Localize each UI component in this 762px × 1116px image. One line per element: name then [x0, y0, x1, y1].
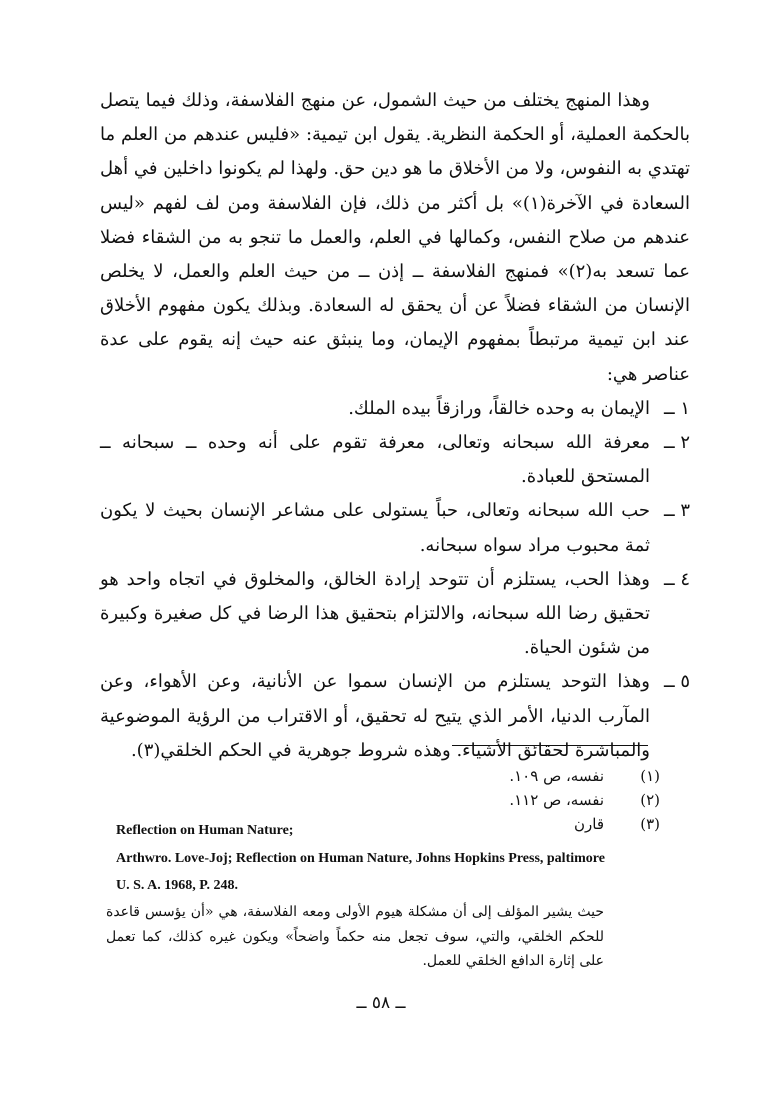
page-number: ــ ٥٨ ــ: [356, 993, 406, 1013]
item-text: معرفة الله سبحانه وتعالى، معرفة تقوم على أنه وحده ــ سبحانه ــ المستحق للعبادة.: [100, 432, 650, 488]
list-item: [100, 665, 690, 768]
footnote-number: (٢): [640, 791, 660, 809]
item-text: وهذا التوحد يستلزم من الإنسان سموا عن الأنانية، وعن الأهواء، وعن المآرب الدنيا، الأمر الذي يتيح له تحقيق، أو الاقتراب من الرؤية الموضوعية والمباشرة لحقائق الأشياء. وهذه شروط جوهرية في الحكم الخلقي(٣).: [100, 671, 650, 761]
footnote: [100, 788, 660, 812]
footnote-separator: [452, 745, 648, 746]
item-number: ١ ــ: [664, 397, 690, 419]
footnote-text: نفسه، ص ١١٢.: [509, 791, 604, 809]
item-text: الإيمان به وحده خالقاً، ورازقاً بيده الملك.: [348, 397, 650, 419]
elements-list: [100, 392, 690, 768]
main-text: [100, 84, 690, 768]
item-text: حب الله سبحانه وتعالى، حباً يستولى على مشاعر الإنسان بحيث لا يكون ثمة محبوب مراد سواه سبحانه.: [100, 500, 650, 556]
item-number: ٤ ــ: [664, 568, 690, 590]
intro-paragraph: وهذا المنهج يختلف من حيث الشمول، عن منهج الفلاسفة، وذلك فيما يتصل بالحكمة العملية، أو الحكمة النظرية. يقول ابن تيمية: «فليس عندهم من العلم ما تهتدي به النفوس، ولا من الأخلاق ما هو دين حق. ولهذا لم يكونوا داخلين في أهل السعادة في الآخرة(١)» بل أكثر من ذلك، فإن الفلاسفة ومن لف لفهم «ليس عندهم من صلاح النفس، وكمالها في العلم، والعمل ما تنجو به من الشقاء فضلا عما تسعد به(٢)» فمنهج الفلاسفة ــ إذن ــ من حيث العلم والعمل، لا يخلص الإنسان من الشقاء فضلاً عن أن يحقق له السعادة. وبذلك يكون مفهوم الأخلاق عند ابن تيمية مرتبطاً بمفهوم الإيمان، وما ينبثق عنه حيث إنه يقوم على عدة عناصر هي:: [100, 90, 690, 385]
item-number: ٣ ــ: [664, 500, 690, 522]
item-number: ٢ ــ: [664, 432, 690, 454]
footnote-number: (٣): [640, 815, 660, 833]
footnote-text: نفسه، ص ١٠٩.: [509, 767, 604, 785]
footnote: [100, 764, 660, 788]
footnote-reference-title: Reflection on Human Nature;: [116, 823, 294, 838]
list-item: [100, 494, 690, 562]
item-text: وهذا الحب، يستلزم أن تتوحد إرادة الخالق، والمخلوق في اتجاه واحد هو تحقيق رضا الله سبحانه، والالتزام بتحقيق هذا الرضا في كل صغيرة وكبيرة من شئون الحياة.: [100, 568, 650, 659]
footnote-text: قارن: [574, 815, 604, 833]
footnote-arabic-note: حيث يشير المؤلف إلى أن مشكلة هيوم الأولى ومعه الفلاسفة، هي «أن يؤسس قاعدة للحكم الخلقي، والتي، سوف تجعل منه حكماً واضحاً» ويكون غيره كذلك، كما تعمل على إثارة الدافع الخلقي للعمل.: [106, 904, 604, 969]
footnote-reference-citation: Arthwro. Love-Joj; Reflection on Human Nature, Johns Hopkins Press, paltimore U. S. A. 1968, P. 248.: [116, 851, 605, 893]
footnote-number: (١): [640, 767, 660, 785]
list-item: [100, 563, 690, 666]
list-item: [100, 392, 690, 426]
list-item: [100, 426, 690, 494]
item-number: ٥ ــ: [664, 671, 690, 693]
